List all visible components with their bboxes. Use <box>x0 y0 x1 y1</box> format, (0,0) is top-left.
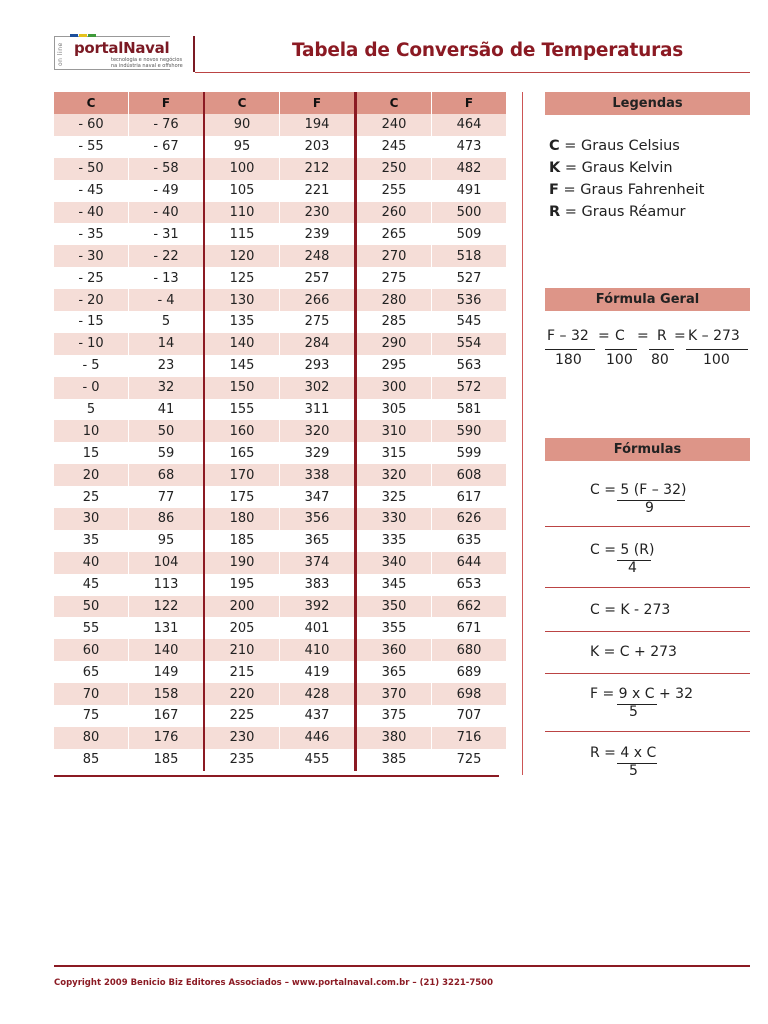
table-cell: 167 <box>129 705 205 727</box>
table-cell: 95 <box>204 136 280 158</box>
table-cell: 335 <box>356 530 432 552</box>
formula-denominator: 100 <box>703 352 730 368</box>
table-cell: 491 <box>432 180 507 202</box>
table-cell: 320 <box>356 464 432 486</box>
legend-item <box>549 182 704 198</box>
table-row <box>54 377 507 399</box>
formula-denominator: 9 <box>645 500 654 516</box>
table-cell: 260 <box>356 202 432 224</box>
table-cell: 280 <box>356 289 432 311</box>
table-cell: 315 <box>356 442 432 464</box>
table-cell: - 35 <box>54 223 129 245</box>
table-cell: 190 <box>204 552 280 574</box>
table-row <box>54 333 507 355</box>
table-cell: - 30 <box>54 245 129 267</box>
table-cell: - 31 <box>129 223 205 245</box>
table-cell: 644 <box>432 552 507 574</box>
table-cell: - 45 <box>54 180 129 202</box>
table-cell: - 20 <box>54 289 129 311</box>
table-cell: 221 <box>280 180 356 202</box>
table-cell: 77 <box>129 486 205 508</box>
table-bottom-rule <box>54 775 499 777</box>
table-cell: 255 <box>356 180 432 202</box>
fraction-line <box>686 349 748 350</box>
formula-separator <box>545 731 750 732</box>
table-cell: 203 <box>280 136 356 158</box>
column-header: F <box>129 92 205 114</box>
formula-text: C = 5 (R) <box>590 542 655 558</box>
table-cell: 284 <box>280 333 356 355</box>
table-cell: 689 <box>432 661 507 683</box>
table-cell: 275 <box>280 311 356 333</box>
table-row <box>54 574 507 596</box>
table-cell: 130 <box>204 289 280 311</box>
table-cell: 131 <box>129 617 205 639</box>
table-cell: 65 <box>54 661 129 683</box>
table-cell: 210 <box>204 639 280 661</box>
table-cell: 135 <box>204 311 280 333</box>
table-cell: 220 <box>204 683 280 705</box>
table-cell: 311 <box>280 399 356 421</box>
logo <box>54 36 194 72</box>
legend-text: = Graus Réamur <box>560 204 686 220</box>
formula-denominator: 180 <box>555 352 582 368</box>
table-cell: 266 <box>280 289 356 311</box>
table-cell: 428 <box>280 683 356 705</box>
table-row <box>54 289 507 311</box>
table-cell: 671 <box>432 617 507 639</box>
table-cell: 370 <box>356 683 432 705</box>
table-row <box>54 530 507 552</box>
table-cell: - 0 <box>54 377 129 399</box>
table-cell: 392 <box>280 596 356 618</box>
table-cell: 140 <box>204 333 280 355</box>
formula-denominator: 4 <box>628 560 637 576</box>
formulas-heading: Fórmulas <box>545 438 750 461</box>
table-cell: 293 <box>280 355 356 377</box>
table-cell: 257 <box>280 267 356 289</box>
table-cell: 290 <box>356 333 432 355</box>
table-cell: 110 <box>204 202 280 224</box>
table-cell: 320 <box>280 420 356 442</box>
formula-denominator: 5 <box>629 704 638 720</box>
table-cell: - 40 <box>129 202 205 224</box>
table-cell: 350 <box>356 596 432 618</box>
table-cell: 365 <box>280 530 356 552</box>
formula-separator <box>545 587 750 588</box>
table-cell: 75 <box>54 705 129 727</box>
table-cell: 680 <box>432 639 507 661</box>
table-cell: 653 <box>432 574 507 596</box>
table-cell: - 10 <box>54 333 129 355</box>
table-row <box>54 617 507 639</box>
fraction-line <box>605 349 637 350</box>
table-cell: 70 <box>54 683 129 705</box>
table-row <box>54 202 507 224</box>
table-cell: 527 <box>432 267 507 289</box>
table-cell: 195 <box>204 574 280 596</box>
table-cell: 176 <box>129 727 205 749</box>
table-cell: 446 <box>280 727 356 749</box>
table-cell: 455 <box>280 749 356 771</box>
table-cell: 155 <box>204 399 280 421</box>
table-cell: 32 <box>129 377 205 399</box>
column-header: F <box>432 92 507 114</box>
table-cell: 205 <box>204 617 280 639</box>
table-cell: 707 <box>432 705 507 727</box>
table-cell: 581 <box>432 399 507 421</box>
table-cell: 140 <box>129 639 205 661</box>
table-cell: 40 <box>54 552 129 574</box>
table-cell: 375 <box>356 705 432 727</box>
table-cell: 230 <box>204 727 280 749</box>
table-cell: 356 <box>280 508 356 530</box>
table-cell: 5 <box>129 311 205 333</box>
table-cell: 563 <box>432 355 507 377</box>
table-cell: 310 <box>356 420 432 442</box>
formula-separator <box>545 631 750 632</box>
header-divider <box>193 36 195 72</box>
table-cell: 41 <box>129 399 205 421</box>
table-cell: 285 <box>356 311 432 333</box>
table-row <box>54 596 507 618</box>
table-row <box>54 508 507 530</box>
formula-r-from-c <box>590 745 657 779</box>
table-cell: 180 <box>204 508 280 530</box>
table-row <box>54 114 507 136</box>
table-cell: 85 <box>54 749 129 771</box>
equals-sign: = <box>674 328 686 344</box>
table-row <box>54 136 507 158</box>
table-row <box>54 552 507 574</box>
legend-text: = Graus Celsius <box>559 138 680 154</box>
conversion-table <box>54 92 507 771</box>
table-cell: 536 <box>432 289 507 311</box>
table-cell: 160 <box>204 420 280 442</box>
table-row <box>54 486 507 508</box>
table-cell: 295 <box>356 355 432 377</box>
table-cell: 302 <box>280 377 356 399</box>
table-cell: 104 <box>129 552 205 574</box>
table-row <box>54 661 507 683</box>
table-cell: - 15 <box>54 311 129 333</box>
table-cell: 626 <box>432 508 507 530</box>
table-row <box>54 442 507 464</box>
legend-text: = Graus Fahrenheit <box>558 182 705 198</box>
formula-text: F = 9 x C + 32 <box>590 686 693 702</box>
formula-numerator: K – 273 <box>688 328 740 344</box>
table-cell: 330 <box>356 508 432 530</box>
legend-text: = Graus Kelvin <box>560 160 673 176</box>
table-cell: 122 <box>129 596 205 618</box>
formula-text: C = K - 273 <box>590 602 671 618</box>
logo-online-text: on line <box>57 42 64 66</box>
table-cell: 500 <box>432 202 507 224</box>
column-header: C <box>54 92 129 114</box>
table-cell: 419 <box>280 661 356 683</box>
table-cell: 149 <box>129 661 205 683</box>
table-cell: 45 <box>54 574 129 596</box>
table-cell: 15 <box>54 442 129 464</box>
table-cell: 20 <box>54 464 129 486</box>
formula-numerator: F – 32 <box>547 328 589 344</box>
table-cell: 170 <box>204 464 280 486</box>
table-cell: 482 <box>432 158 507 180</box>
formula-text: K = C + 273 <box>590 644 677 660</box>
table-cell: 270 <box>356 245 432 267</box>
table-cell: - 4 <box>129 289 205 311</box>
table-cell: 115 <box>204 223 280 245</box>
table-row <box>54 180 507 202</box>
formula-numerator: R <box>657 328 667 344</box>
table-cell: 716 <box>432 727 507 749</box>
table-row <box>54 223 507 245</box>
table-cell: 165 <box>204 442 280 464</box>
table-cell: - 40 <box>54 202 129 224</box>
table-cell: 120 <box>204 245 280 267</box>
table-cell: 554 <box>432 333 507 355</box>
table-cell: 725 <box>432 749 507 771</box>
table-cell: 275 <box>356 267 432 289</box>
table-cell: 360 <box>356 639 432 661</box>
footer-rule <box>54 965 750 967</box>
table-cell: 338 <box>280 464 356 486</box>
table-cell: 23 <box>129 355 205 377</box>
formula-denominator: 80 <box>651 352 669 368</box>
table-cell: 245 <box>356 136 432 158</box>
table-cell: 239 <box>280 223 356 245</box>
table-cell: 265 <box>356 223 432 245</box>
table-row <box>54 639 507 661</box>
table-cell: - 60 <box>54 114 129 136</box>
logo-name: portalNaval <box>74 39 170 57</box>
table-cell: 385 <box>356 749 432 771</box>
table-cell: 212 <box>280 158 356 180</box>
logo-tagline-1: tecnologia e novos negócios <box>111 57 183 63</box>
table-cell: 305 <box>356 399 432 421</box>
header-rule <box>195 72 750 73</box>
formula-text: C = 5 (F – 32) <box>590 482 687 498</box>
table-cell: 150 <box>204 377 280 399</box>
formula-k-from-c <box>590 644 677 660</box>
table-cell: 518 <box>432 245 507 267</box>
table-cell: 185 <box>129 749 205 771</box>
legend-heading: Legendas <box>545 92 750 115</box>
table-cell: 248 <box>280 245 356 267</box>
legend-key: F <box>549 182 559 198</box>
table-cell: 383 <box>280 574 356 596</box>
formula-f-from-c <box>590 686 693 720</box>
formula-c-from-r <box>590 542 655 576</box>
table-cell: 347 <box>280 486 356 508</box>
table-cell: 325 <box>356 486 432 508</box>
table-cell: 509 <box>432 223 507 245</box>
formula-denominator: 5 <box>629 763 638 779</box>
table-row <box>54 311 507 333</box>
legend-key: C <box>549 138 560 154</box>
formula-separator <box>545 673 750 674</box>
table-header-row <box>54 92 507 114</box>
table-cell: 545 <box>432 311 507 333</box>
table-cell: 215 <box>204 661 280 683</box>
table-cell: 617 <box>432 486 507 508</box>
table-cell: - 5 <box>54 355 129 377</box>
formula-separator <box>545 526 750 527</box>
logo-squares <box>70 34 96 37</box>
table-cell: 25 <box>54 486 129 508</box>
formula-c-from-k <box>590 602 670 618</box>
table-row <box>54 158 507 180</box>
table-cell: 55 <box>54 617 129 639</box>
table-cell: 35 <box>54 530 129 552</box>
table-cell: 100 <box>204 158 280 180</box>
table-cell: 599 <box>432 442 507 464</box>
table-cell: - 67 <box>129 136 205 158</box>
table-cell: - 13 <box>129 267 205 289</box>
table-cell: 113 <box>129 574 205 596</box>
table-cell: 250 <box>356 158 432 180</box>
table-row <box>54 355 507 377</box>
table-cell: 662 <box>432 596 507 618</box>
table-cell: 90 <box>204 114 280 136</box>
table-cell: 235 <box>204 749 280 771</box>
formula-denominator: 100 <box>606 352 633 368</box>
table-row <box>54 464 507 486</box>
table-cell: 125 <box>204 267 280 289</box>
table-cell: 59 <box>129 442 205 464</box>
table-cell: 185 <box>204 530 280 552</box>
page-title: Tabela de Conversão de Temperaturas <box>292 40 684 61</box>
equals-sign: = <box>637 328 649 344</box>
table-cell: 365 <box>356 661 432 683</box>
table-cell: 240 <box>356 114 432 136</box>
legend-item <box>549 138 680 154</box>
table-cell: 158 <box>129 683 205 705</box>
table-cell: 300 <box>356 377 432 399</box>
table-cell: - 25 <box>54 267 129 289</box>
vertical-divider <box>522 92 523 775</box>
formula-numerator: C <box>615 328 625 344</box>
table-row <box>54 267 507 289</box>
legend-key: R <box>549 204 561 220</box>
table-row <box>54 399 507 421</box>
table-cell: 572 <box>432 377 507 399</box>
table-row <box>54 245 507 267</box>
table-cell: 635 <box>432 530 507 552</box>
table-cell: 401 <box>280 617 356 639</box>
table-cell: 698 <box>432 683 507 705</box>
column-header: C <box>356 92 432 114</box>
table-cell: - 55 <box>54 136 129 158</box>
table-row <box>54 705 507 727</box>
table-cell: 5 <box>54 399 129 421</box>
column-header: C <box>204 92 280 114</box>
table-cell: 68 <box>129 464 205 486</box>
table-cell: 200 <box>204 596 280 618</box>
legend-item <box>549 160 673 176</box>
table-cell: 464 <box>432 114 507 136</box>
table-cell: 50 <box>54 596 129 618</box>
equals-sign: = <box>598 328 610 344</box>
table-row <box>54 727 507 749</box>
table-cell: 230 <box>280 202 356 224</box>
table-cell: 95 <box>129 530 205 552</box>
table-row <box>54 683 507 705</box>
table-row <box>54 420 507 442</box>
table-cell: - 49 <box>129 180 205 202</box>
general-formula-heading: Fórmula Geral <box>545 288 750 311</box>
table-cell: 194 <box>280 114 356 136</box>
table-cell: 345 <box>356 574 432 596</box>
table-cell: 437 <box>280 705 356 727</box>
table-cell: 14 <box>129 333 205 355</box>
table-cell: 105 <box>204 180 280 202</box>
table-cell: - 50 <box>54 158 129 180</box>
table-cell: 30 <box>54 508 129 530</box>
fraction-line <box>649 349 674 350</box>
table-cell: - 22 <box>129 245 205 267</box>
table-cell: 473 <box>432 136 507 158</box>
legend-item <box>549 204 685 220</box>
column-header: F <box>280 92 356 114</box>
fraction-line <box>545 349 595 350</box>
table-cell: 80 <box>54 727 129 749</box>
footer-copyright: Copyright 2009 Benicio Biz Editores Associados – www.portalnaval.com.br – (21) 3221-7500 <box>54 978 493 988</box>
table-cell: 340 <box>356 552 432 574</box>
table-cell: 608 <box>432 464 507 486</box>
table-cell: 86 <box>129 508 205 530</box>
table-cell: 410 <box>280 639 356 661</box>
table-cell: 50 <box>129 420 205 442</box>
logo-tagline-2: na indústria naval e offshore <box>111 63 183 69</box>
table-cell: 590 <box>432 420 507 442</box>
formula-text: R = 4 x C <box>590 745 657 761</box>
table-cell: 355 <box>356 617 432 639</box>
table-cell: 329 <box>280 442 356 464</box>
table-cell: 145 <box>204 355 280 377</box>
general-formula <box>545 328 755 372</box>
table-cell: 374 <box>280 552 356 574</box>
table-row <box>54 749 507 771</box>
table-cell: 225 <box>204 705 280 727</box>
table-cell: - 76 <box>129 114 205 136</box>
formula-c-from-f <box>590 482 687 516</box>
table-cell: - 58 <box>129 158 205 180</box>
table-cell: 60 <box>54 639 129 661</box>
table-cell: 10 <box>54 420 129 442</box>
table-cell: 380 <box>356 727 432 749</box>
legend-key: K <box>549 160 561 176</box>
table-cell: 175 <box>204 486 280 508</box>
